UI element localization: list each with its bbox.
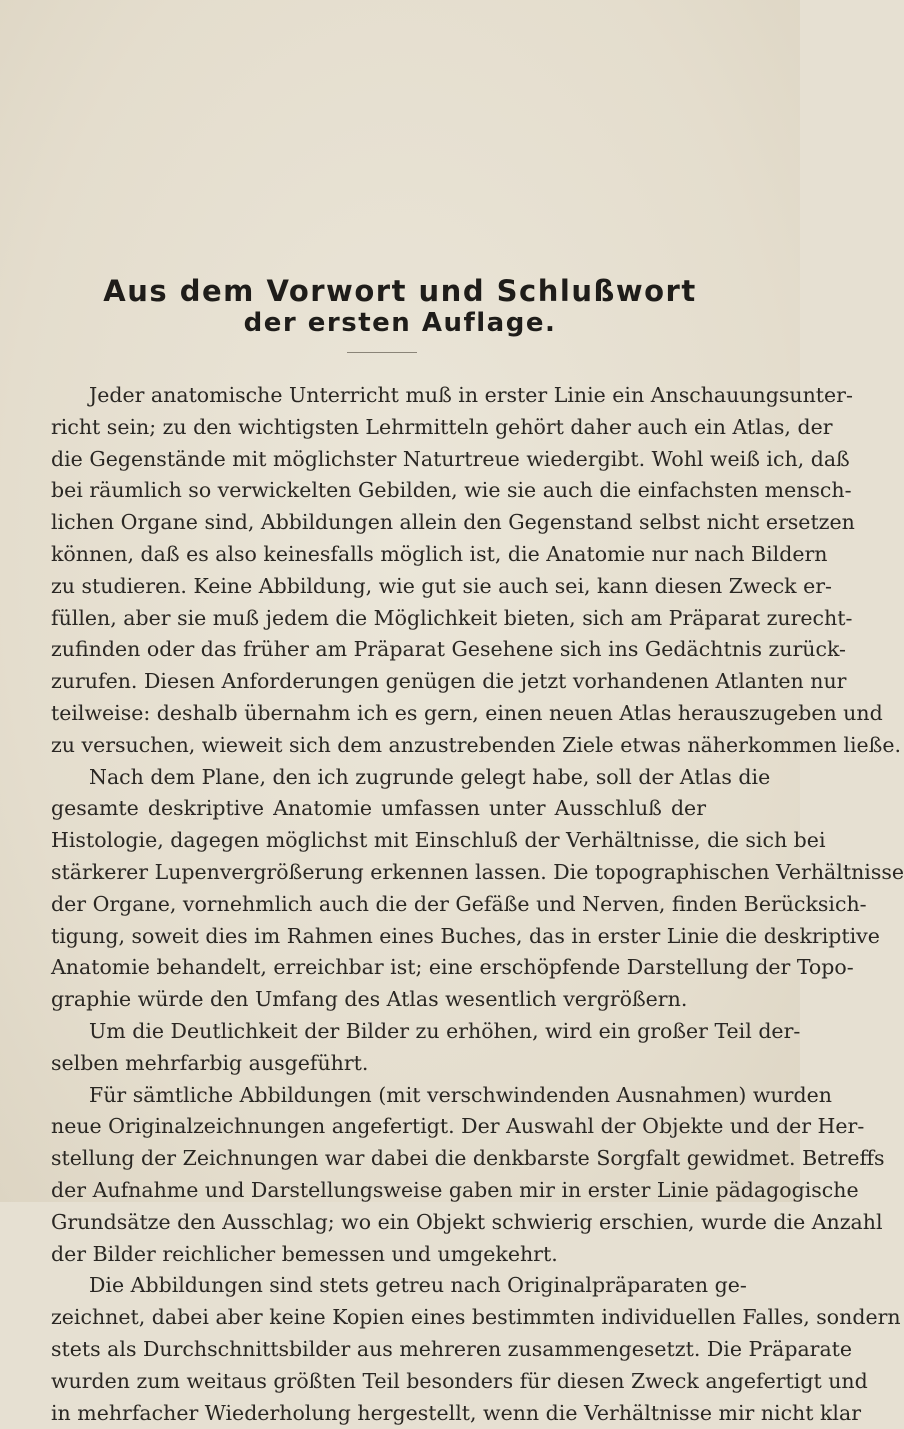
text-line: richt sein; zu den wichtigsten Lehrmitteln gehört daher auch ein Atlas, der	[51, 412, 706, 444]
text-line: wurden zum weitaus größten Teil besonders für diesen Zweck angefertigt und	[51, 1366, 706, 1398]
text-line: zurufen. Diesen Anforderungen genügen die jetzt vorhandenen Atlanten nur	[51, 666, 706, 698]
text-line: zu versuchen, wieweit sich dem anzustrebenden Ziele etwas näherkommen ließe.	[51, 730, 706, 762]
page-subtitle: der ersten Auflage.	[0, 308, 800, 338]
text-line: neue Originalzeichnungen angefertigt. Der Auswahl der Objekte und der Her-	[51, 1111, 706, 1143]
text-line: graphie würde den Umfang des Atlas wesentlich vergrößern.	[51, 984, 706, 1016]
text-line: zu studieren. Keine Abbildung, wie gut sie auch sei, kann diesen Zweck er-	[51, 571, 706, 603]
text-line: teilweise: deshalb übernahm ich es gern, einen neuen Atlas herauszugeben und	[51, 698, 706, 730]
text-line: Grundsätze den Ausschlag; wo ein Objekt schwierig erschien, wurde die Anzahl	[51, 1207, 706, 1239]
text-line: stellung der Zeichnungen war dabei die denkbarste Sorgfalt gewidmet. Betreffs	[51, 1143, 706, 1175]
text-line: Jeder anatomische Unterricht muß in erster Linie ein Anschauungsunter-	[51, 380, 706, 412]
text-line: selben mehrfarbig ausgeführt.	[51, 1048, 706, 1080]
text-line: zufinden oder das früher am Präparat Gesehene sich ins Gedächtnis zurück-	[51, 634, 706, 666]
page-title: Aus dem Vorwort und Schlußwort	[0, 274, 800, 308]
text-line: stets als Durchschnittsbilder aus mehreren zusammengesetzt. Die Präparate	[51, 1334, 706, 1366]
text-line: Histologie, dagegen möglichst mit Einschluß der Verhältnisse, die sich bei	[51, 825, 706, 857]
text-line: Nach dem Plane, den ich zugrunde gelegt habe, soll der Atlas die	[51, 762, 706, 794]
text-line: der Organe, vornehmlich auch die der Gefäße und Nerven, finden Berücksich-	[51, 889, 706, 921]
text-line: füllen, aber sie muß jedem die Möglichkeit bieten, sich am Präparat zurecht-	[51, 603, 706, 635]
text-line: lichen Organe sind, Abbildungen allein den Gegenstand selbst nicht ersetzen	[51, 507, 706, 539]
text-line: Für sämtliche Abbildungen (mit verschwindenden Ausnahmen) wurden	[51, 1080, 706, 1112]
title-divider	[347, 352, 417, 353]
text-line: Die Abbildungen sind stets getreu nach Originalpräparaten ge-	[51, 1270, 706, 1302]
text-line: gesamte deskriptive Anatomie umfassen unter Ausschluß der	[51, 793, 706, 825]
text-line: der Bilder reichlicher bemessen und umgekehrt.	[51, 1239, 706, 1271]
text-line: stärkerer Lupenvergrößerung erkennen lassen. Die topographischen Verhältnisse	[51, 857, 706, 889]
text-line: Um die Deutlichkeit der Bilder zu erhöhen, wird ein großer Teil der-	[51, 1016, 706, 1048]
text-line: zeichnet, dabei aber keine Kopien eines bestimmten individuellen Falles, sondern	[51, 1302, 706, 1334]
text-line: Anatomie behandelt, erreichbar ist; eine erschöpfende Darstellung der Topo-	[51, 952, 706, 984]
body-text	[51, 380, 706, 1429]
text-line: können, daß es also keinesfalls möglich ist, die Anatomie nur nach Bildern	[51, 539, 706, 571]
text-line: bei räumlich so verwickelten Gebilden, wie sie auch die einfachsten mensch-	[51, 475, 706, 507]
text-line: in mehrfacher Wiederholung hergestellt, wenn die Verhältnisse mir nicht klar	[51, 1398, 706, 1429]
text-line: der Aufnahme und Darstellungsweise gaben mir in erster Linie pädagogische	[51, 1175, 706, 1207]
text-line: tigung, soweit dies im Rahmen eines Buches, das in erster Linie die deskriptive	[51, 921, 706, 953]
text-line: die Gegenstände mit möglichster Naturtreue wiedergibt. Wohl weiß ich, daß	[51, 444, 706, 476]
